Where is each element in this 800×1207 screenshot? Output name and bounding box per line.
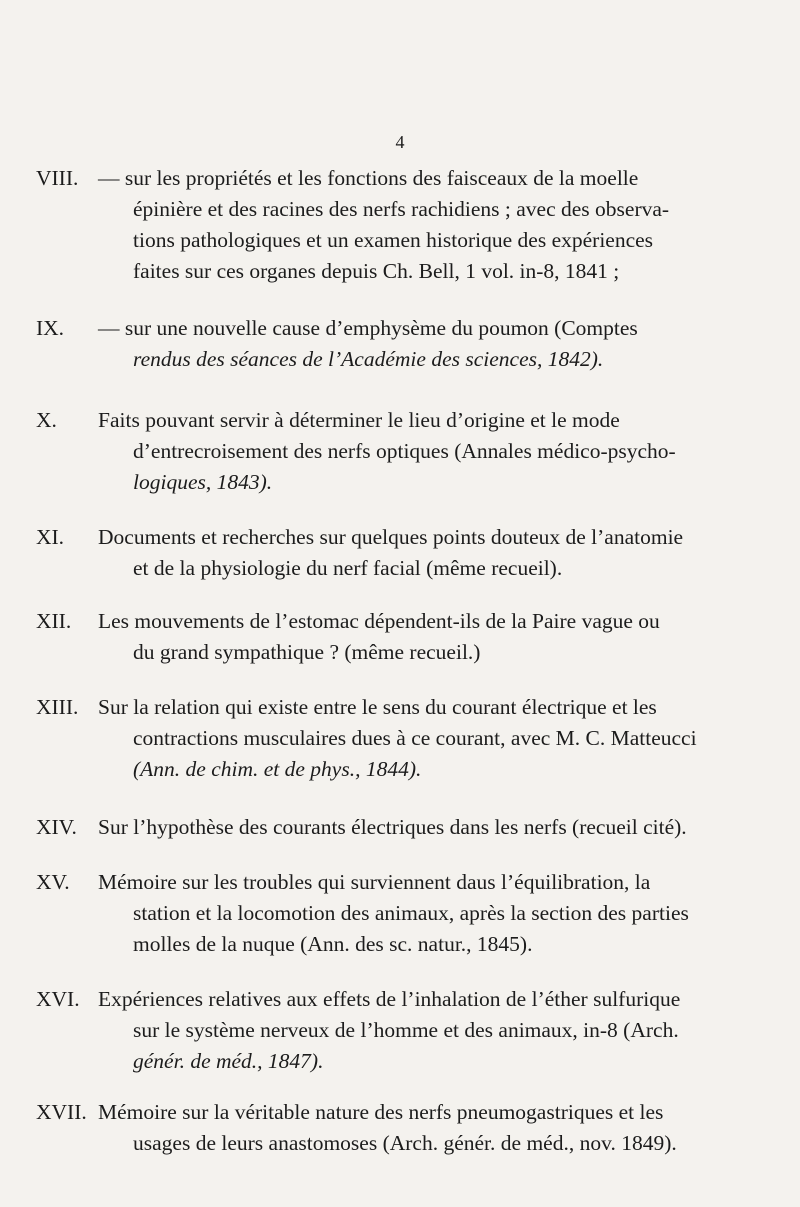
entry-text	[36, 313, 736, 375]
entry-xi	[36, 522, 736, 584]
entry-xii	[36, 606, 736, 668]
entry-numeral: XVII.	[36, 1100, 87, 1124]
entry-numeral: XI.	[36, 525, 65, 549]
entry-numeral: VIII.	[36, 166, 79, 190]
entry-line: sur le système nerveux de l’homme et des animaux, in-8 (Arch.	[133, 1018, 679, 1042]
entry-line: station et la locomotion des animaux, après la section des parties	[133, 901, 689, 925]
entry-line: Les mouvements de l’estomac dépendent-ils de la Paire vague ou	[98, 609, 660, 633]
entry-numeral: IX.	[36, 316, 65, 340]
entry-numeral: XVI.	[36, 987, 80, 1011]
entry-line: épinière et des racines des nerfs rachidiens ; avec des observa-	[133, 197, 670, 221]
entry-ix	[36, 313, 736, 375]
entry-line: Sur la relation qui existe entre le sens du courant électrique et les	[98, 695, 657, 719]
entry-line: Sur l’hypothèse des courants électriques dans les nerfs (recueil cité).	[98, 815, 687, 839]
entry-line: rendus des séances de l’Académie des sciences, 1842).	[133, 347, 604, 371]
entry-line: Expériences relatives aux effets de l’inhalation de l’éther sulfurique	[98, 987, 681, 1011]
entry-text	[36, 1097, 736, 1159]
entry-xv	[36, 867, 736, 960]
entry-numeral: X.	[36, 408, 57, 432]
entry-xvii	[36, 1097, 736, 1159]
entry-xiii	[36, 692, 736, 785]
entry-text	[36, 163, 736, 287]
entry-line: (Ann. de chim. et de phys., 1844).	[133, 757, 422, 781]
entry-line: faites sur ces organes depuis Ch. Bell, 1 vol. in-8, 1841 ;	[133, 259, 620, 283]
entry-line: contractions musculaires dues à ce courant, avec M. C. Matteucci	[133, 726, 697, 750]
entry-xvi	[36, 984, 736, 1077]
entry-viii	[36, 163, 736, 287]
entry-line: et de la physiologie du nerf facial (même recueil).	[133, 556, 563, 580]
entry-line: usages de leurs anastomoses (Arch. génér. de méd., nov. 1849).	[133, 1131, 677, 1155]
entry-line: molles de la nuque (Ann. des sc. natur., 1845).	[133, 932, 533, 956]
entry-xiv	[36, 812, 736, 843]
entry-text	[36, 867, 736, 960]
entry-line: Mémoire sur les troubles qui surviennent daus l’équilibration, la	[98, 870, 651, 894]
entry-line: d’entrecroisement des nerfs optiques (Annales médico-psycho-	[133, 439, 676, 463]
entry-x	[36, 405, 736, 498]
entry-text	[36, 692, 736, 785]
entry-numeral: XII.	[36, 609, 72, 633]
entry-line: — sur une nouvelle cause d’emphysème du poumon (Comptes	[98, 316, 638, 340]
entry-line: logiques, 1843).	[133, 470, 273, 494]
entry-numeral: XIV.	[36, 815, 77, 839]
entry-line: Faits pouvant servir à déterminer le lieu d’origine et le mode	[98, 408, 620, 432]
entry-line: tions pathologiques et un examen historique des expériences	[133, 228, 654, 252]
entry-line: — sur les propriétés et les fonctions des faisceaux de la moelle	[98, 166, 639, 190]
entry-line: Mémoire sur la véritable nature des nerfs pneumogastriques et les	[98, 1100, 664, 1124]
entry-text	[36, 522, 736, 584]
entry-line: du grand sympathique ? (même recueil.)	[133, 640, 481, 664]
entry-numeral: XIII.	[36, 695, 79, 719]
entry-text	[36, 812, 736, 843]
entry-numeral: XV.	[36, 870, 70, 894]
entry-text	[36, 405, 736, 498]
entry-text	[36, 984, 736, 1077]
entry-text	[36, 606, 736, 668]
entry-line: génér. de méd., 1847).	[133, 1049, 324, 1073]
page-number: 4	[395, 132, 405, 152]
entry-line: Documents et recherches sur quelques points douteux de l’anatomie	[98, 525, 684, 549]
